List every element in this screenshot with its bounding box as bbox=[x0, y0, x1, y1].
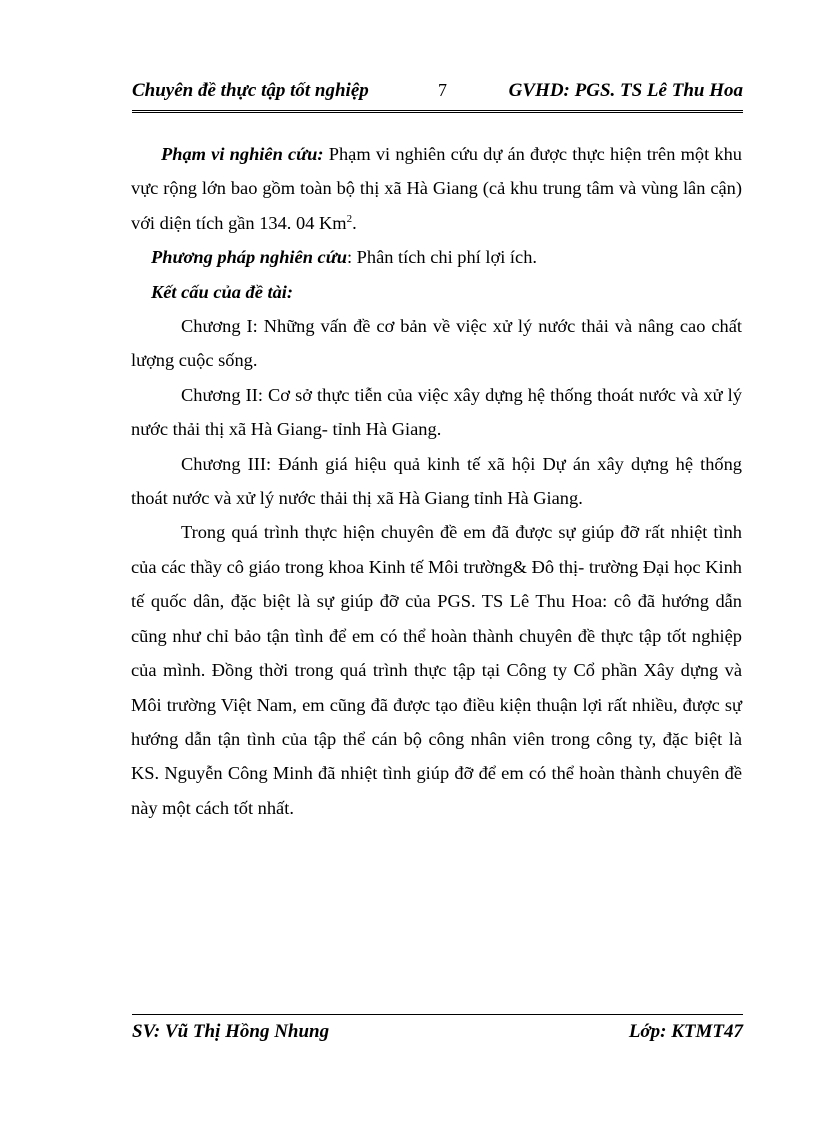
footer-class: Lớp: KTMT47 bbox=[628, 1021, 743, 1042]
scope-paragraph bbox=[131, 137, 742, 240]
header-supervisor: GVHD: PGS. TS Lê Thu Hoa bbox=[508, 80, 743, 101]
acknowledgement-paragraph: Trong quá trình thực hiện chuyên đề em đã được sự giúp đỡ rất nhiệt tình của các thầy cô giáo trong khoa Kinh tế Môi trường& Đô thị- trường Đại học Kinh tế quốc dân, đặc biệt là sự giúp đỡ của PGS. TS Lê Thu Hoa: cô đã hướng dẫn cũng như chỉ bảo tận tình để em có thể hoàn thành chuyên đề thực tập tốt nghiệp của mình. Đồng thời trong quá trình thực tập tại Công ty Cổ phần Xây dựng và Môi trường Việt Nam, em cũng đã được tạo điều kiện thuận lợi rất nhiều, được sự hướng dẫn tận tình của tập thể cán bộ công nhân viên trong công ty, đặc biệt là KS. Nguyễn Công Minh đã nhiệt tình giúp đỡ để em có thể hoàn thành chuyên đề này một cách tốt nhất. bbox=[131, 522, 742, 818]
scope-text: Phạm vi nghiên cứu dự án được thực hiện trên một khu vực rộng lớn bao gồm toàn bộ thị xã Hà Giang (cả khu trung tâm và vùng lân cận) với diện tích gần 134. 04 Km bbox=[131, 144, 742, 233]
chapter-2-paragraph: Chương II: Cơ sở thực tiễn của việc xây dựng hệ thống thoát nước và xử lý nước thải thị xã Hà Giang- tỉnh Hà Giang. bbox=[131, 384, 742, 440]
structure-label: Kết cấu của đề tài: bbox=[151, 281, 293, 302]
footer-student: SV: Vũ Thị Hồng Nhung bbox=[132, 1021, 330, 1042]
page-number: 7 bbox=[438, 80, 447, 100]
header-document-title: Chuyên đề thực tập tốt nghiệp bbox=[132, 80, 369, 101]
document-body bbox=[131, 137, 742, 825]
scope-label: Phạm vi nghiên cứu: bbox=[161, 144, 324, 164]
method-label: Phương pháp nghiên cứu bbox=[151, 247, 347, 268]
scope-end: . bbox=[352, 212, 357, 233]
structure-heading bbox=[131, 275, 742, 309]
method-paragraph bbox=[131, 240, 742, 274]
chapter-3-paragraph: Chương III: Đánh giá hiệu quả kinh tế xã hội Dự án xây dựng hệ thống thoát nước và xử lý nước thải thị xã Hà Giang tỉnh Hà Giang. bbox=[131, 453, 742, 509]
page-header bbox=[132, 76, 743, 113]
page-footer bbox=[132, 1014, 743, 1048]
chapter-1-paragraph: Chương I: Những vấn đề cơ bản về việc xử lý nước thải và nâng cao chất lượng cuộc sống. bbox=[131, 316, 742, 371]
scope-superscript: 2 bbox=[346, 212, 353, 225]
method-text: : Phân tích chi phí lợi ích. bbox=[346, 247, 537, 268]
